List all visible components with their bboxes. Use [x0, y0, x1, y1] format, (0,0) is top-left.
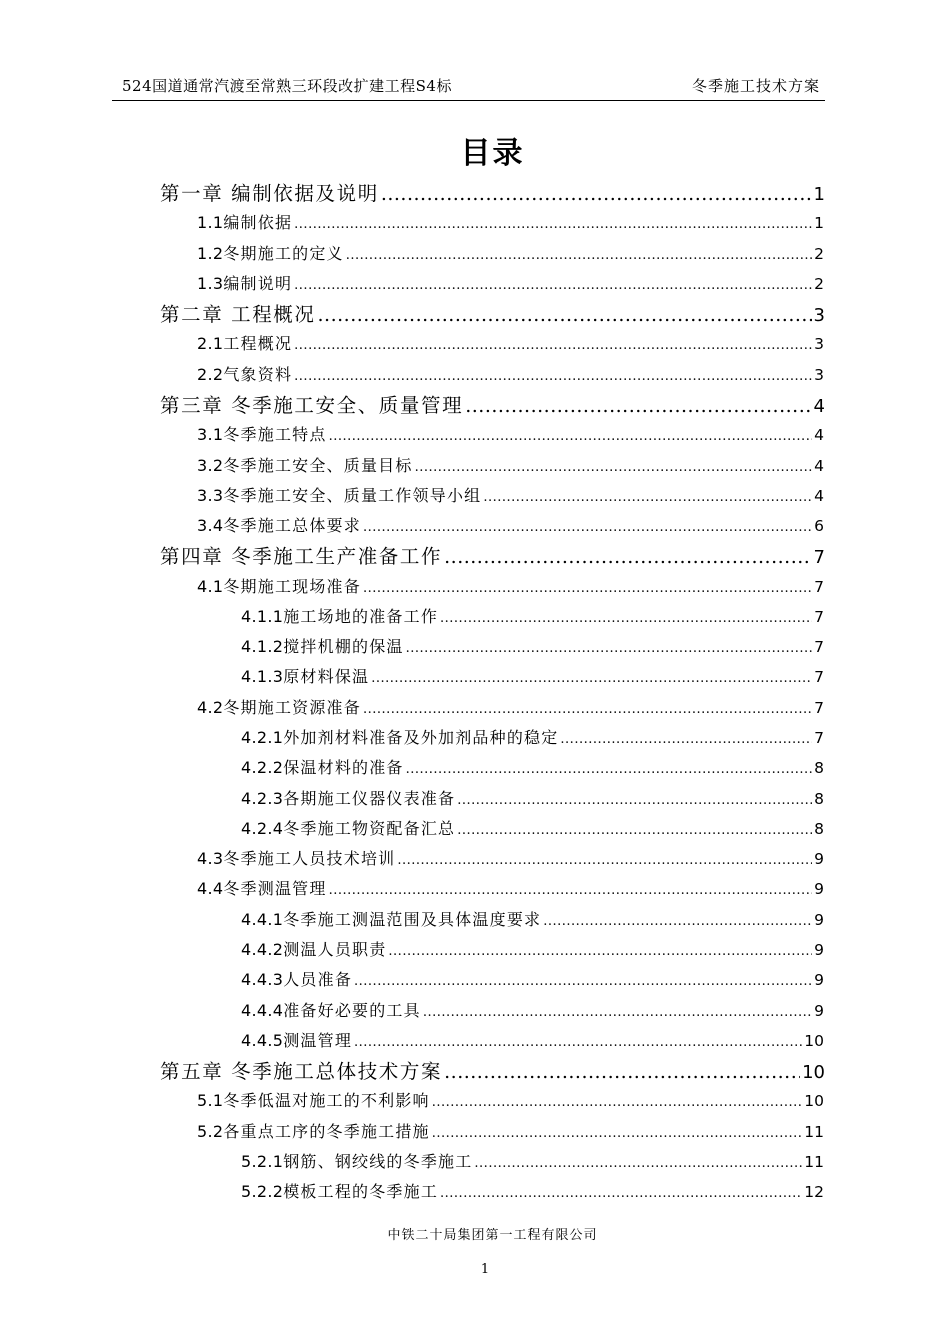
- toc-entry-label: [241, 907, 541, 930]
- toc-entry-page: 3: [813, 305, 825, 327]
- toc-entry[interactable]: [197, 1119, 824, 1142]
- toc-entry-label: [197, 271, 292, 294]
- toc-entry-label: [241, 786, 455, 809]
- toc-entry[interactable]: [160, 390, 825, 418]
- toc-entry-label: [160, 541, 442, 569]
- toc-entry[interactable]: [197, 271, 824, 294]
- toc-entry-title: 钢筋、钢绞线的冬季施工: [283, 1151, 473, 1171]
- toc-entry-label: [160, 1056, 442, 1084]
- toc-entry-title: 各期施工仪器仪表准备: [283, 788, 456, 808]
- toc-leader-dots: [371, 667, 812, 686]
- toc-entry-label: [160, 178, 379, 206]
- toc-entry-page: 7: [813, 547, 825, 569]
- toc-entry-page: 10: [804, 1031, 824, 1050]
- toc-entry-number: 5.2.2: [241, 1182, 284, 1202]
- toc-entry-number: 5.2: [197, 1121, 224, 1141]
- toc-entry-label: [197, 513, 361, 536]
- toc-entry-label: [160, 390, 463, 418]
- toc-entry-number: 3.2: [197, 455, 224, 475]
- toc-entry-page: 9: [814, 880, 824, 899]
- toc-entry[interactable]: [160, 541, 825, 569]
- toc-entry-title: 冬期施工现场准备: [223, 576, 361, 596]
- toc-entry-label: [241, 604, 438, 627]
- toc-entry-page: 7: [814, 729, 824, 748]
- toc-entry[interactable]: [160, 299, 825, 327]
- toc-entry-title: 冬季低温对施工的不利影响: [223, 1091, 430, 1111]
- toc-leader-dots: [294, 334, 812, 353]
- toc-leader-dots: [406, 758, 813, 777]
- toc-entry-number: 2.2: [197, 364, 224, 384]
- toc-entry-label: [241, 1149, 472, 1172]
- toc-entry-page: 7: [814, 638, 824, 657]
- toc-entry-page: 11: [804, 1152, 824, 1171]
- toc-entry-number: 3.1: [197, 425, 224, 445]
- toc-entry-page: 1: [814, 214, 824, 233]
- toc-entry-label: [241, 967, 352, 990]
- toc-entry[interactable]: [241, 634, 824, 657]
- page-number: 1: [480, 1262, 490, 1277]
- toc-entry-title: 第三章 冬季施工安全、质量管理: [160, 393, 464, 417]
- toc-entry-label: [241, 725, 558, 748]
- toc-entry-label: [197, 1088, 430, 1111]
- toc-leader-dots: [406, 637, 813, 656]
- toc-entry-title: 准备好必要的工具: [283, 1000, 421, 1020]
- toc-entry-number: 4.4.4: [241, 1000, 284, 1020]
- toc-leader-dots: [432, 1122, 803, 1141]
- toc-entry-label: [197, 574, 361, 597]
- toc-entry-page: 9: [814, 941, 824, 959]
- toc-entry-title: 第一章 编制依据及说明: [160, 182, 379, 205]
- toc-entry-number: 4.2.1: [241, 728, 284, 748]
- toc-entry-number: 4.1.2: [241, 637, 284, 657]
- toc-entry-number: 4.2.2: [241, 758, 284, 778]
- toc-entry-page: 7: [814, 577, 824, 596]
- toc-leader-dots: [294, 365, 812, 384]
- toc-entry-title: 模板工程的冬季施工: [283, 1182, 439, 1202]
- toc-entry-title: 第二章 工程概况: [160, 303, 316, 327]
- toc-entry-number: 5.1: [197, 1091, 224, 1111]
- toc-entry[interactable]: [241, 1028, 824, 1051]
- toc-entry-title: 冬季施工测温范围及具体温度要求: [283, 909, 542, 929]
- toc-entry-page: 10: [804, 1092, 824, 1111]
- toc-leader-dots: [363, 698, 812, 717]
- toc-leader-dots: [381, 182, 812, 205]
- toc-entry-label: [160, 299, 316, 327]
- toc-leader-dots: [457, 819, 812, 838]
- toc-entry-page: 9: [814, 1001, 824, 1020]
- toc-entry-label: [241, 664, 369, 687]
- toc-entry-number: 4.2.4: [241, 818, 284, 838]
- toc-entry-number: 4.3: [197, 849, 224, 869]
- toc-leader-dots: [354, 1031, 802, 1050]
- toc-entry-title: 气象资料: [223, 364, 293, 384]
- toc-entry-label: [197, 362, 292, 385]
- toc-entry-page: 12: [804, 1183, 824, 1202]
- toc-entry[interactable]: [241, 786, 824, 809]
- toc-entry-page: 3: [814, 365, 824, 384]
- toc-entry[interactable]: [197, 695, 824, 718]
- toc-entry-page: 1: [813, 184, 825, 205]
- toc-leader-dots: [363, 516, 812, 535]
- toc-entry-label: [197, 210, 292, 233]
- toc-entry-number: 5.2.1: [241, 1151, 284, 1171]
- toc-entry-page: 6: [814, 517, 824, 536]
- toc-entry-title: 冬季施工安全、质量工作领导小组: [223, 485, 482, 505]
- header-document-title: 冬季施工技术方案: [691, 77, 820, 95]
- toc-entry-number: 1.3: [197, 273, 224, 293]
- toc-entry-page: 11: [804, 1122, 824, 1141]
- toc-leader-dots: [329, 425, 813, 444]
- toc-leader-dots: [423, 1001, 812, 1020]
- toc-entry-title: 冬季施工物资配备汇总: [283, 818, 456, 838]
- toc-entry-label: [241, 816, 455, 839]
- toc-leader-dots: [363, 577, 812, 596]
- toc-entry-number: 4.4.2: [241, 940, 284, 959]
- toc-entry[interactable]: [160, 178, 825, 206]
- toc-leader-dots: [444, 545, 811, 568]
- toc-entry-number: 1.1: [197, 213, 224, 233]
- toc-entry-title: 冬季测温管理: [223, 879, 327, 899]
- toc-entry-title: 冬季施工总体要求: [223, 516, 361, 536]
- toc-entry-label: [197, 695, 361, 718]
- toc-entry-label: [197, 422, 327, 445]
- toc-entry[interactable]: [197, 210, 824, 233]
- toc-entry[interactable]: [197, 574, 824, 597]
- toc-leader-dots: [354, 970, 812, 989]
- header-divider: [112, 100, 825, 101]
- toc-entry-number: 4.2.3: [241, 788, 284, 808]
- toc-leader-dots: [329, 879, 813, 898]
- toc-entry-label: [197, 846, 395, 869]
- toc-entry-label: [241, 1179, 438, 1202]
- toc-entry[interactable]: [197, 846, 824, 869]
- toc-entry-number: 2.1: [197, 334, 224, 354]
- toc-entry[interactable]: [241, 725, 824, 748]
- toc-leader-dots: [483, 486, 812, 505]
- toc-entry-title: 外加剂材料准备及外加剂品种的稳定: [283, 728, 559, 748]
- toc-entry-title: 第四章 冬季施工生产准备工作: [160, 545, 443, 569]
- toc-entry-number: 4.4: [197, 879, 224, 899]
- footer-company: 中铁二十局集团第一工程有限公司: [387, 1228, 598, 1243]
- toc-entry[interactable]: [241, 816, 824, 839]
- toc-entry-label: [241, 998, 421, 1021]
- toc-leader-dots: [440, 607, 812, 626]
- toc-entry-number: 4.4.5: [241, 1030, 284, 1050]
- toc-entry[interactable]: [197, 331, 824, 354]
- toc-leader-dots: [440, 1182, 802, 1201]
- toc-entry[interactable]: [197, 453, 824, 476]
- toc-heading: 目录: [460, 136, 525, 171]
- toc-entry-number: 3.3: [197, 485, 224, 505]
- toc-entry-title: 人员准备: [283, 970, 353, 990]
- toc-entry-title: 原材料保温: [283, 667, 370, 687]
- toc-entry[interactable]: [241, 907, 824, 930]
- toc-entry[interactable]: [197, 241, 824, 264]
- toc-entry-page: 8: [814, 789, 824, 808]
- toc-entry-title: 测温管理: [283, 1030, 353, 1050]
- toc-entry-page: 2: [814, 244, 824, 263]
- toc-entry-label: [241, 755, 404, 778]
- toc-leader-dots: [294, 274, 812, 293]
- toc-entry-title: 搅拌机棚的保温: [283, 637, 404, 657]
- toc-leader-dots: [457, 789, 812, 808]
- toc-entry-label: [197, 331, 292, 354]
- toc-entry[interactable]: [241, 1179, 824, 1202]
- toc-entry-label: [197, 241, 344, 264]
- toc-entry-title: 工程概况: [223, 334, 293, 354]
- toc-entry-page: 4: [814, 456, 824, 475]
- toc-leader-dots: [474, 1152, 802, 1171]
- toc-entry-page: 7: [814, 698, 824, 717]
- toc-entry-page: 3: [814, 335, 824, 354]
- toc-entry-page: 8: [814, 759, 824, 778]
- toc-leader-dots: [465, 394, 811, 417]
- toc-entry[interactable]: [241, 1149, 824, 1172]
- toc-entry-title: 测温人员职责: [283, 940, 387, 959]
- toc-entry-page: 4: [813, 395, 825, 417]
- toc-entry[interactable]: [160, 1056, 825, 1084]
- toc-entry[interactable]: [197, 1088, 824, 1111]
- toc-entry-label: [197, 483, 481, 506]
- toc-entry[interactable]: [241, 664, 824, 687]
- toc-entry-page: 8: [814, 819, 824, 838]
- toc-entry-page: 9: [814, 850, 824, 869]
- toc-entry-label: [241, 1028, 352, 1051]
- toc-entry-number: 4.2: [197, 697, 224, 717]
- toc-entry[interactable]: [197, 513, 824, 536]
- toc-entry-title: 冬季施工安全、质量目标: [223, 455, 413, 475]
- toc-entry-page: 7: [814, 607, 824, 626]
- toc-leader-dots: [294, 213, 812, 232]
- toc-entry-title: 编制依据: [223, 213, 293, 233]
- toc-entry-page: 9: [814, 971, 824, 990]
- toc-entry-title: 冬季施工人员技术培训: [223, 849, 396, 869]
- toc-entry[interactable]: [241, 604, 824, 627]
- toc-entry-number: 3.4: [197, 516, 224, 536]
- toc-entry-title: 保温材料的准备: [283, 758, 404, 778]
- toc-leader-dots: [346, 244, 812, 263]
- toc-entry-page: 9: [814, 910, 824, 929]
- toc-entry-number: 4.4.3: [241, 970, 284, 990]
- header-project-title: 524国道通常汽渡至常熟三环段改扩建工程S4标: [122, 77, 452, 95]
- toc-entry-title: 冬期施工的定义: [223, 243, 344, 263]
- toc-entry-label: [197, 453, 413, 476]
- toc-entry-label: [197, 1119, 430, 1142]
- toc-leader-dots: [543, 910, 812, 929]
- toc-entry[interactable]: [241, 998, 824, 1021]
- toc-entry[interactable]: [197, 422, 824, 445]
- toc-entry-number: 1.2: [197, 243, 224, 263]
- toc-leader-dots: [444, 1060, 800, 1083]
- toc-entry-page: 10: [802, 1062, 825, 1084]
- toc-entry-number: 4.1.1: [241, 606, 284, 626]
- toc-entry-title: 第五章 冬季施工总体技术方案: [160, 1060, 443, 1084]
- toc-entry-label: [241, 634, 404, 657]
- toc-entry[interactable]: [197, 876, 824, 899]
- toc-leader-dots: [397, 849, 812, 868]
- toc-leader-dots: [560, 728, 812, 747]
- toc-leader-dots: [318, 303, 812, 326]
- toc-entry[interactable]: [241, 755, 824, 778]
- toc-entry-title: 各重点工序的冬季施工措施: [223, 1121, 430, 1141]
- toc-leader-dots: [415, 456, 813, 475]
- toc-entry-title: 编制说明: [223, 273, 293, 293]
- toc-entry-number: 4.1.3: [241, 667, 284, 687]
- toc-entry-number: 4.1: [197, 576, 224, 596]
- toc-entry-title: 施工场地的准备工作: [283, 606, 439, 626]
- toc-entry-label: [197, 876, 327, 899]
- toc-entry-page: 2: [814, 274, 824, 293]
- toc-entry-label: [241, 937, 386, 960]
- toc-entry[interactable]: [197, 362, 824, 385]
- toc-entry-page: 7: [814, 668, 824, 687]
- toc-entry[interactable]: [241, 967, 824, 990]
- toc-entry[interactable]: [241, 937, 824, 960]
- toc-leader-dots: [432, 1091, 803, 1110]
- toc-entry-title: 冬期施工资源准备: [223, 697, 361, 717]
- toc-entry-page: 4: [814, 486, 824, 505]
- toc-entry-page: 4: [814, 426, 824, 445]
- toc-entry[interactable]: [197, 483, 824, 506]
- toc-entry-title: 冬季施工特点: [223, 425, 327, 445]
- toc-leader-dots: [388, 940, 812, 959]
- toc-entry-number: 4.4.1: [241, 909, 284, 929]
